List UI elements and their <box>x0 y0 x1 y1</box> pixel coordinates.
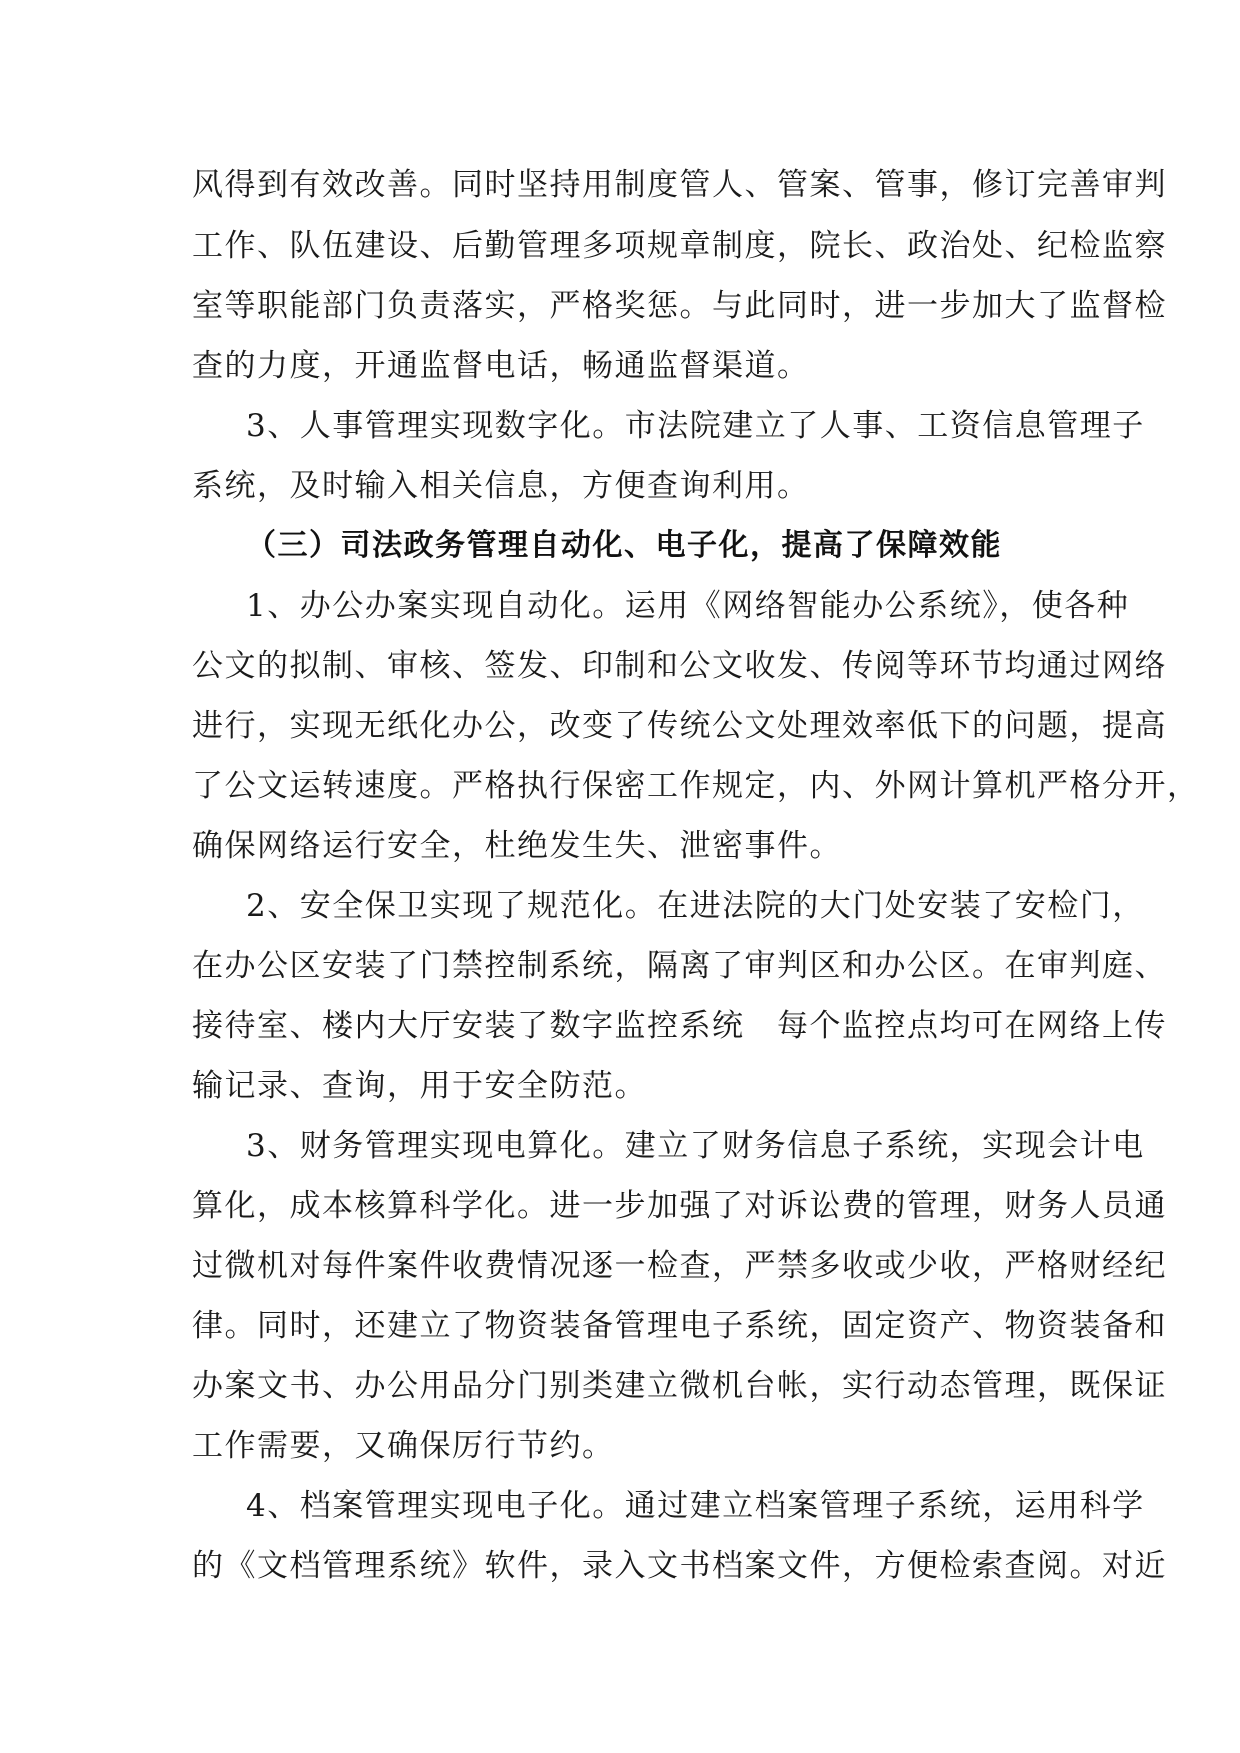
paragraph-line: 律。同时，还建立了物资装备管理电子系统，固定资产、物资装备和 <box>192 1308 1167 1344</box>
section-heading: （三）司法政务管理自动化、电子化，提高了保障效能 <box>246 528 1002 563</box>
paragraph-line: 接待室、楼内大厅安装了数字监控系统 每个监控点均可在网络上传 <box>192 1008 1167 1044</box>
paragraph-line: 室等职能部门负责落实，严格奖惩。与此同时，进一步加大了监督检 <box>192 288 1167 324</box>
paragraph-line: 进行，实现无纸化办公，改变了传统公文处理效率低下的问题，提高 <box>192 708 1167 744</box>
paragraph-line: 4、档案管理实现电子化。通过建立档案管理子系统，运用科学 <box>246 1488 1145 1524</box>
paragraph-line: 工作、队伍建设、后勤管理多项规章制度，院长、政治处、纪检监察 <box>192 228 1167 264</box>
paragraph-line: 风得到有效改善。同时坚持用制度管人、管案、管事，修订完善审判 <box>192 167 1167 203</box>
paragraph-line: 在办公区安装了门禁控制系统，隔离了审判区和办公区。在审判庭、 <box>192 948 1167 984</box>
paragraph-line: 算化，成本核算科学化。进一步加强了对诉讼费的管理，财务人员通 <box>192 1188 1167 1224</box>
paragraph-line: 2、安全保卫实现了规范化。在进法院的大门处安装了安检门， <box>246 888 1145 924</box>
paragraph-line: 过微机对每件案件收费情况逐一检查，严禁多收或少收，严格财经纪 <box>192 1248 1167 1284</box>
paragraph-line: 了公文运转速度。严格执行保密工作规定，内、外网计算机严格分开， <box>192 768 1200 804</box>
paragraph-line: 1、办公办案实现自动化。运用《网络智能办公系统》，使各种 <box>246 588 1130 624</box>
paragraph-line: 查的力度，开通监督电话，畅通监督渠道。 <box>192 348 810 384</box>
paragraph-line: 公文的拟制、审核、签发、印制和公文收发、传阅等环节均通过网络 <box>192 648 1167 684</box>
paragraph-line: 系统，及时输入相关信息，方便查询利用。 <box>192 468 810 504</box>
paragraph-line: 的《文档管理系统》软件，录入文书档案文件，方便检索查阅。对近 <box>192 1548 1167 1584</box>
paragraph-line: 办案文书、办公用品分门别类建立微机台帐，实行动态管理，既保证 <box>192 1368 1167 1404</box>
paragraph-line: 3、人事管理实现数字化。市法院建立了人事、工资信息管理子 <box>246 408 1145 444</box>
paragraph-line: 确保网络运行安全，杜绝发生失、泄密事件。 <box>192 828 842 864</box>
paragraph-line: 3、财务管理实现电算化。建立了财务信息子系统，实现会计电 <box>246 1128 1145 1164</box>
paragraph-line: 工作需要，又确保厉行节约。 <box>192 1428 615 1464</box>
paragraph-line: 输记录、查询，用于安全防范。 <box>192 1068 647 1104</box>
